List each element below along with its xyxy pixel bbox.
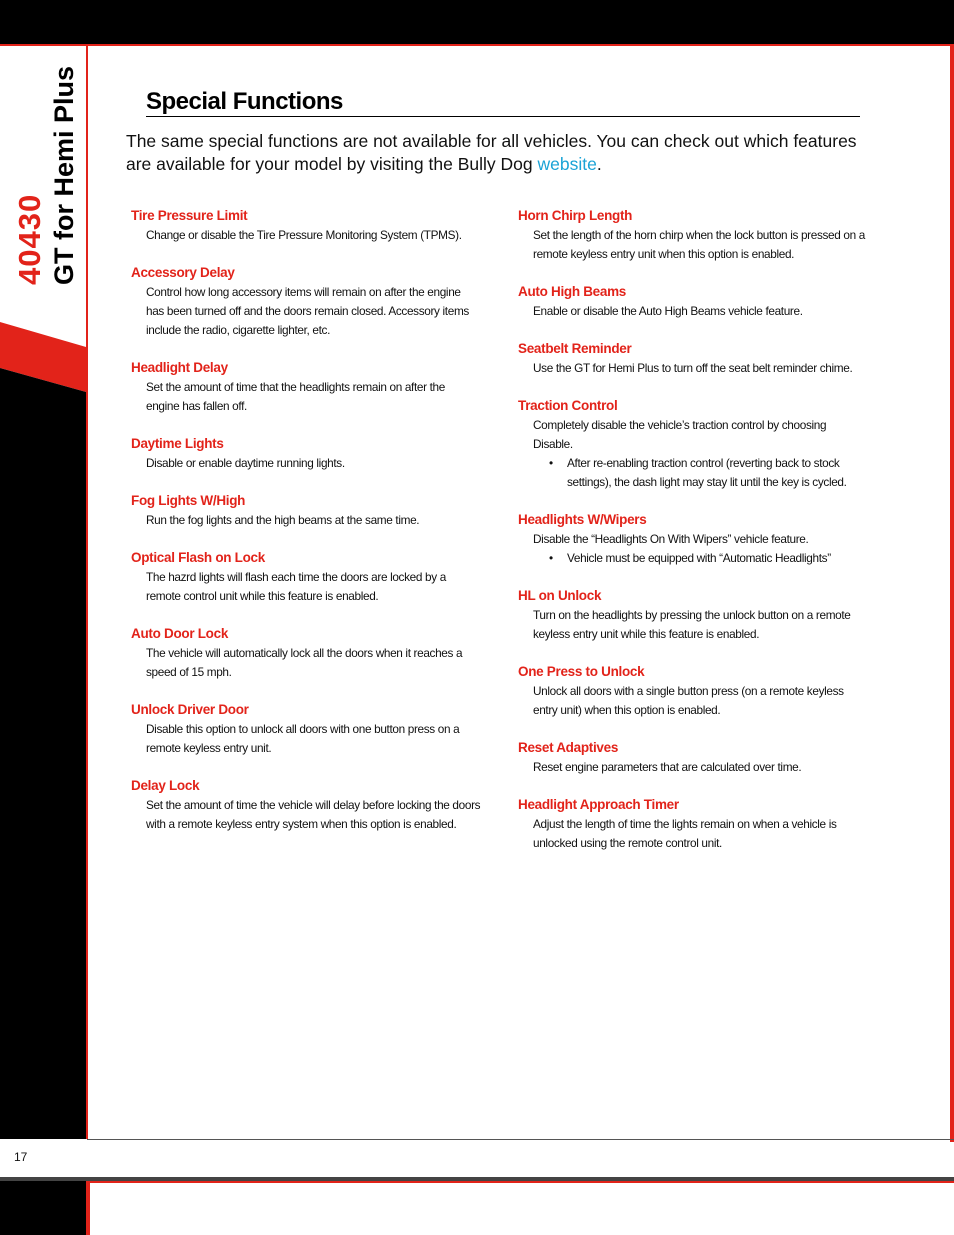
side-title	[8, 65, 88, 285]
function-note	[518, 454, 868, 492]
intro-end: .	[596, 154, 602, 174]
function-title: One Press to Unlock	[518, 664, 645, 679]
function-title: Accessory Delay	[131, 265, 235, 280]
function-item	[518, 738, 868, 777]
function-title: Tire Pressure Limit	[131, 208, 248, 223]
function-title: Headlight Delay	[131, 360, 228, 375]
function-item	[518, 206, 868, 264]
function-item	[131, 206, 481, 245]
function-item	[131, 548, 481, 606]
function-item	[131, 358, 481, 416]
note-text: Vehicle must be equipped with “Automatic Headlights”	[567, 551, 831, 565]
function-description: Disable the “Headlights On With Wipers” vehicle feature.	[533, 532, 809, 546]
function-item	[518, 282, 868, 321]
product-code: 40430	[12, 193, 47, 285]
bullet-icon: •	[549, 551, 553, 565]
function-description: Change or disable the Tire Pressure Monitoring System (TPMS).	[146, 228, 462, 242]
page-number: 17	[14, 1150, 28, 1164]
top-black-bar	[0, 0, 954, 44]
function-description: Enable or disable the Auto High Beams vehicle feature.	[533, 304, 803, 318]
function-item	[518, 662, 868, 720]
function-description: Completely disable the vehicle’s traction control by choosing Disable.	[533, 418, 827, 451]
function-title: Reset Adaptives	[518, 740, 619, 755]
top-red-stripe	[0, 44, 954, 46]
function-title: Horn Chirp Length	[518, 208, 633, 223]
function-description: Turn on the headlights by pressing the unlock button on a remote keyless entry unit while this feature is enabled.	[533, 608, 851, 641]
function-title: Delay Lock	[131, 778, 200, 793]
function-item	[518, 795, 868, 853]
function-item	[131, 263, 481, 340]
note-text: After re-enabling traction control (reverting back to stock settings), the dash light may stay lit until the key is cycled.	[567, 456, 847, 489]
function-title: Auto High Beams	[518, 284, 627, 299]
function-description: Use the GT for Hemi Plus to turn off the seat belt reminder chime.	[533, 361, 853, 375]
bottom-red-stripe	[87, 1181, 954, 1183]
function-item	[518, 339, 868, 378]
function-title: Unlock Driver Door	[131, 702, 249, 717]
function-description: Set the amount of time the vehicle will delay before locking the doors with a remote keyless entry system when this option is enabled.	[146, 798, 481, 831]
function-title: Headlights W/Wipers	[518, 512, 647, 527]
function-item	[131, 434, 481, 473]
function-description: Reset engine parameters that are calculated over time.	[533, 760, 802, 774]
function-title: Auto Door Lock	[131, 626, 229, 641]
function-description: Disable this option to unlock all doors with one button press on a remote keyless entry unit.	[146, 722, 460, 755]
function-description: Set the length of the horn chirp when the lock button is pressed on a remote keyless entry unit when this option is enabled.	[533, 228, 865, 261]
function-item	[131, 776, 481, 834]
footer-divider	[87, 1139, 954, 1140]
function-description: Run the fog lights and the high beams at the same time.	[146, 513, 420, 527]
right-red-edge	[950, 44, 954, 1142]
right-column	[518, 206, 868, 871]
website-link[interactable]: website	[537, 154, 597, 174]
left-column	[131, 206, 481, 852]
function-item	[131, 700, 481, 758]
function-description: The vehicle will automatically lock all the doors when it reaches a speed of 15 mph.	[146, 646, 463, 679]
function-description: Set the amount of time that the headlights remain on after the engine has fallen off.	[146, 380, 445, 413]
function-description: Unlock all doors with a single button press (on a remote keyless entry unit) when this option is enabled.	[533, 684, 844, 717]
function-title: Traction Control	[518, 398, 618, 413]
intro-text: The same special functions are not available for all vehicles. You can check out which features are available for your model by visiting the Bully Dog	[126, 131, 857, 174]
function-description: Disable or enable daytime running lights.	[146, 456, 345, 470]
page-title: Special Functions	[146, 88, 860, 117]
function-title: Fog Lights W/High	[131, 493, 246, 508]
function-item	[131, 624, 481, 682]
product-name: GT for Hemi Plus	[49, 65, 79, 285]
function-title: Seatbelt Reminder	[518, 341, 632, 356]
function-title: Headlight Approach Timer	[518, 797, 679, 812]
intro-paragraph	[126, 130, 866, 176]
function-description: Adjust the length of time the lights remain on when a vehicle is unlocked using the remote control unit.	[533, 817, 837, 850]
function-description: Control how long accessory items will remain on after the engine has been turned off and the doors remain closed. Accessory items include the radio, cigarette lighter, etc.	[146, 285, 469, 337]
function-note	[518, 549, 868, 568]
function-item	[518, 586, 868, 644]
function-title: HL on Unlock	[518, 588, 602, 603]
bullet-icon: •	[549, 456, 553, 470]
function-title: Daytime Lights	[131, 436, 224, 451]
function-description: The hazrd lights will flash each time the doors are locked by a remote control unit while this feature is enabled.	[146, 570, 446, 603]
function-item	[131, 491, 481, 530]
function-item	[518, 396, 868, 492]
function-item	[518, 510, 868, 568]
function-title: Optical Flash on Lock	[131, 550, 265, 565]
